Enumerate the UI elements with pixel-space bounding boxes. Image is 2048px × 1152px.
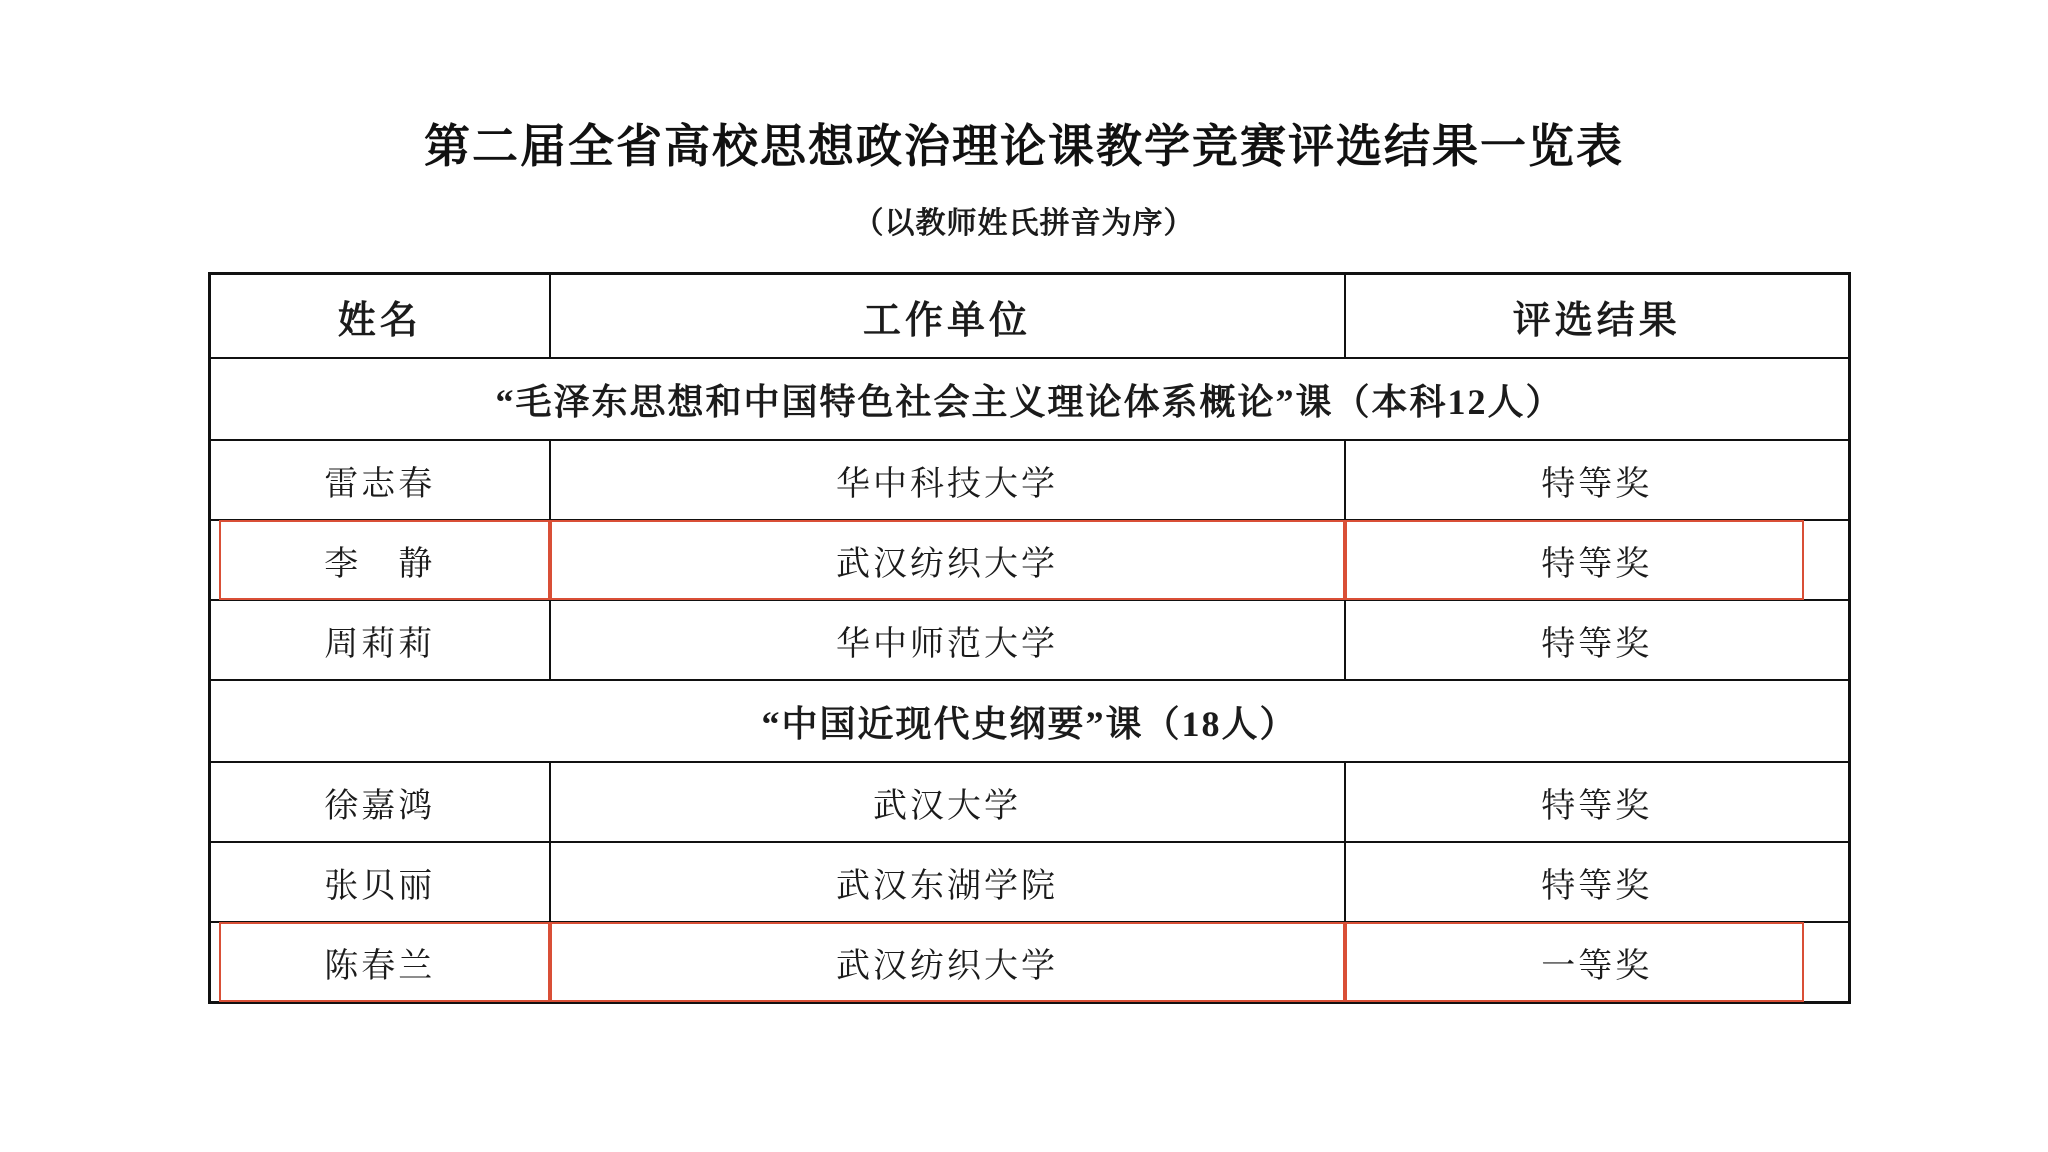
- column-header-unit: 工作单位: [550, 274, 1345, 359]
- cell-result: 特等奖: [1345, 762, 1850, 842]
- table-row-highlighted: [210, 922, 1850, 1003]
- table-row: [210, 600, 1850, 680]
- column-header-name: 姓名: [210, 274, 550, 359]
- table-row-highlighted: [210, 520, 1850, 600]
- table-header-row: [210, 274, 1850, 359]
- cell-unit: 华中师范大学: [550, 600, 1345, 680]
- section-title: “毛泽东思想和中国特色社会主义理论体系概论”课（本科12人）: [210, 358, 1850, 440]
- cell-name: 徐嘉鸿: [210, 762, 550, 842]
- table-row: [210, 842, 1850, 922]
- cell-result: 特等奖: [1345, 600, 1850, 680]
- cell-result: 特等奖: [1345, 842, 1850, 922]
- table-section-row: [210, 680, 1850, 762]
- cell-result: 特等奖: [1345, 440, 1850, 520]
- cell-name: 陈春兰: [210, 922, 550, 1003]
- cell-unit: 武汉纺织大学: [550, 520, 1345, 600]
- section-title: “中国近现代史纲要”课（18人）: [210, 680, 1850, 762]
- table-section-row: [210, 358, 1850, 440]
- cell-unit: 武汉大学: [550, 762, 1345, 842]
- page-subtitle: （以教师姓氏拼音为序）: [853, 207, 1195, 240]
- cell-name: 雷志春: [210, 440, 550, 520]
- cell-result: 一等奖: [1345, 922, 1850, 1003]
- cell-name: 张贝丽: [210, 842, 550, 922]
- cell-name: 周莉莉: [210, 600, 550, 680]
- results-table: [208, 272, 1851, 1004]
- cell-unit: 武汉东湖学院: [550, 842, 1345, 922]
- results-table-container: [208, 272, 1848, 1004]
- column-header-result: 评选结果: [1345, 274, 1850, 359]
- table-row: [210, 762, 1850, 842]
- cell-unit: 武汉纺织大学: [550, 922, 1345, 1003]
- table-row: [210, 440, 1850, 520]
- cell-unit: 华中科技大学: [550, 440, 1345, 520]
- cell-name: 李 静: [210, 520, 550, 600]
- cell-result: 特等奖: [1345, 520, 1850, 600]
- page-title: 第二届全省高校思想政治理论课教学竞赛评选结果一览表: [424, 121, 1624, 172]
